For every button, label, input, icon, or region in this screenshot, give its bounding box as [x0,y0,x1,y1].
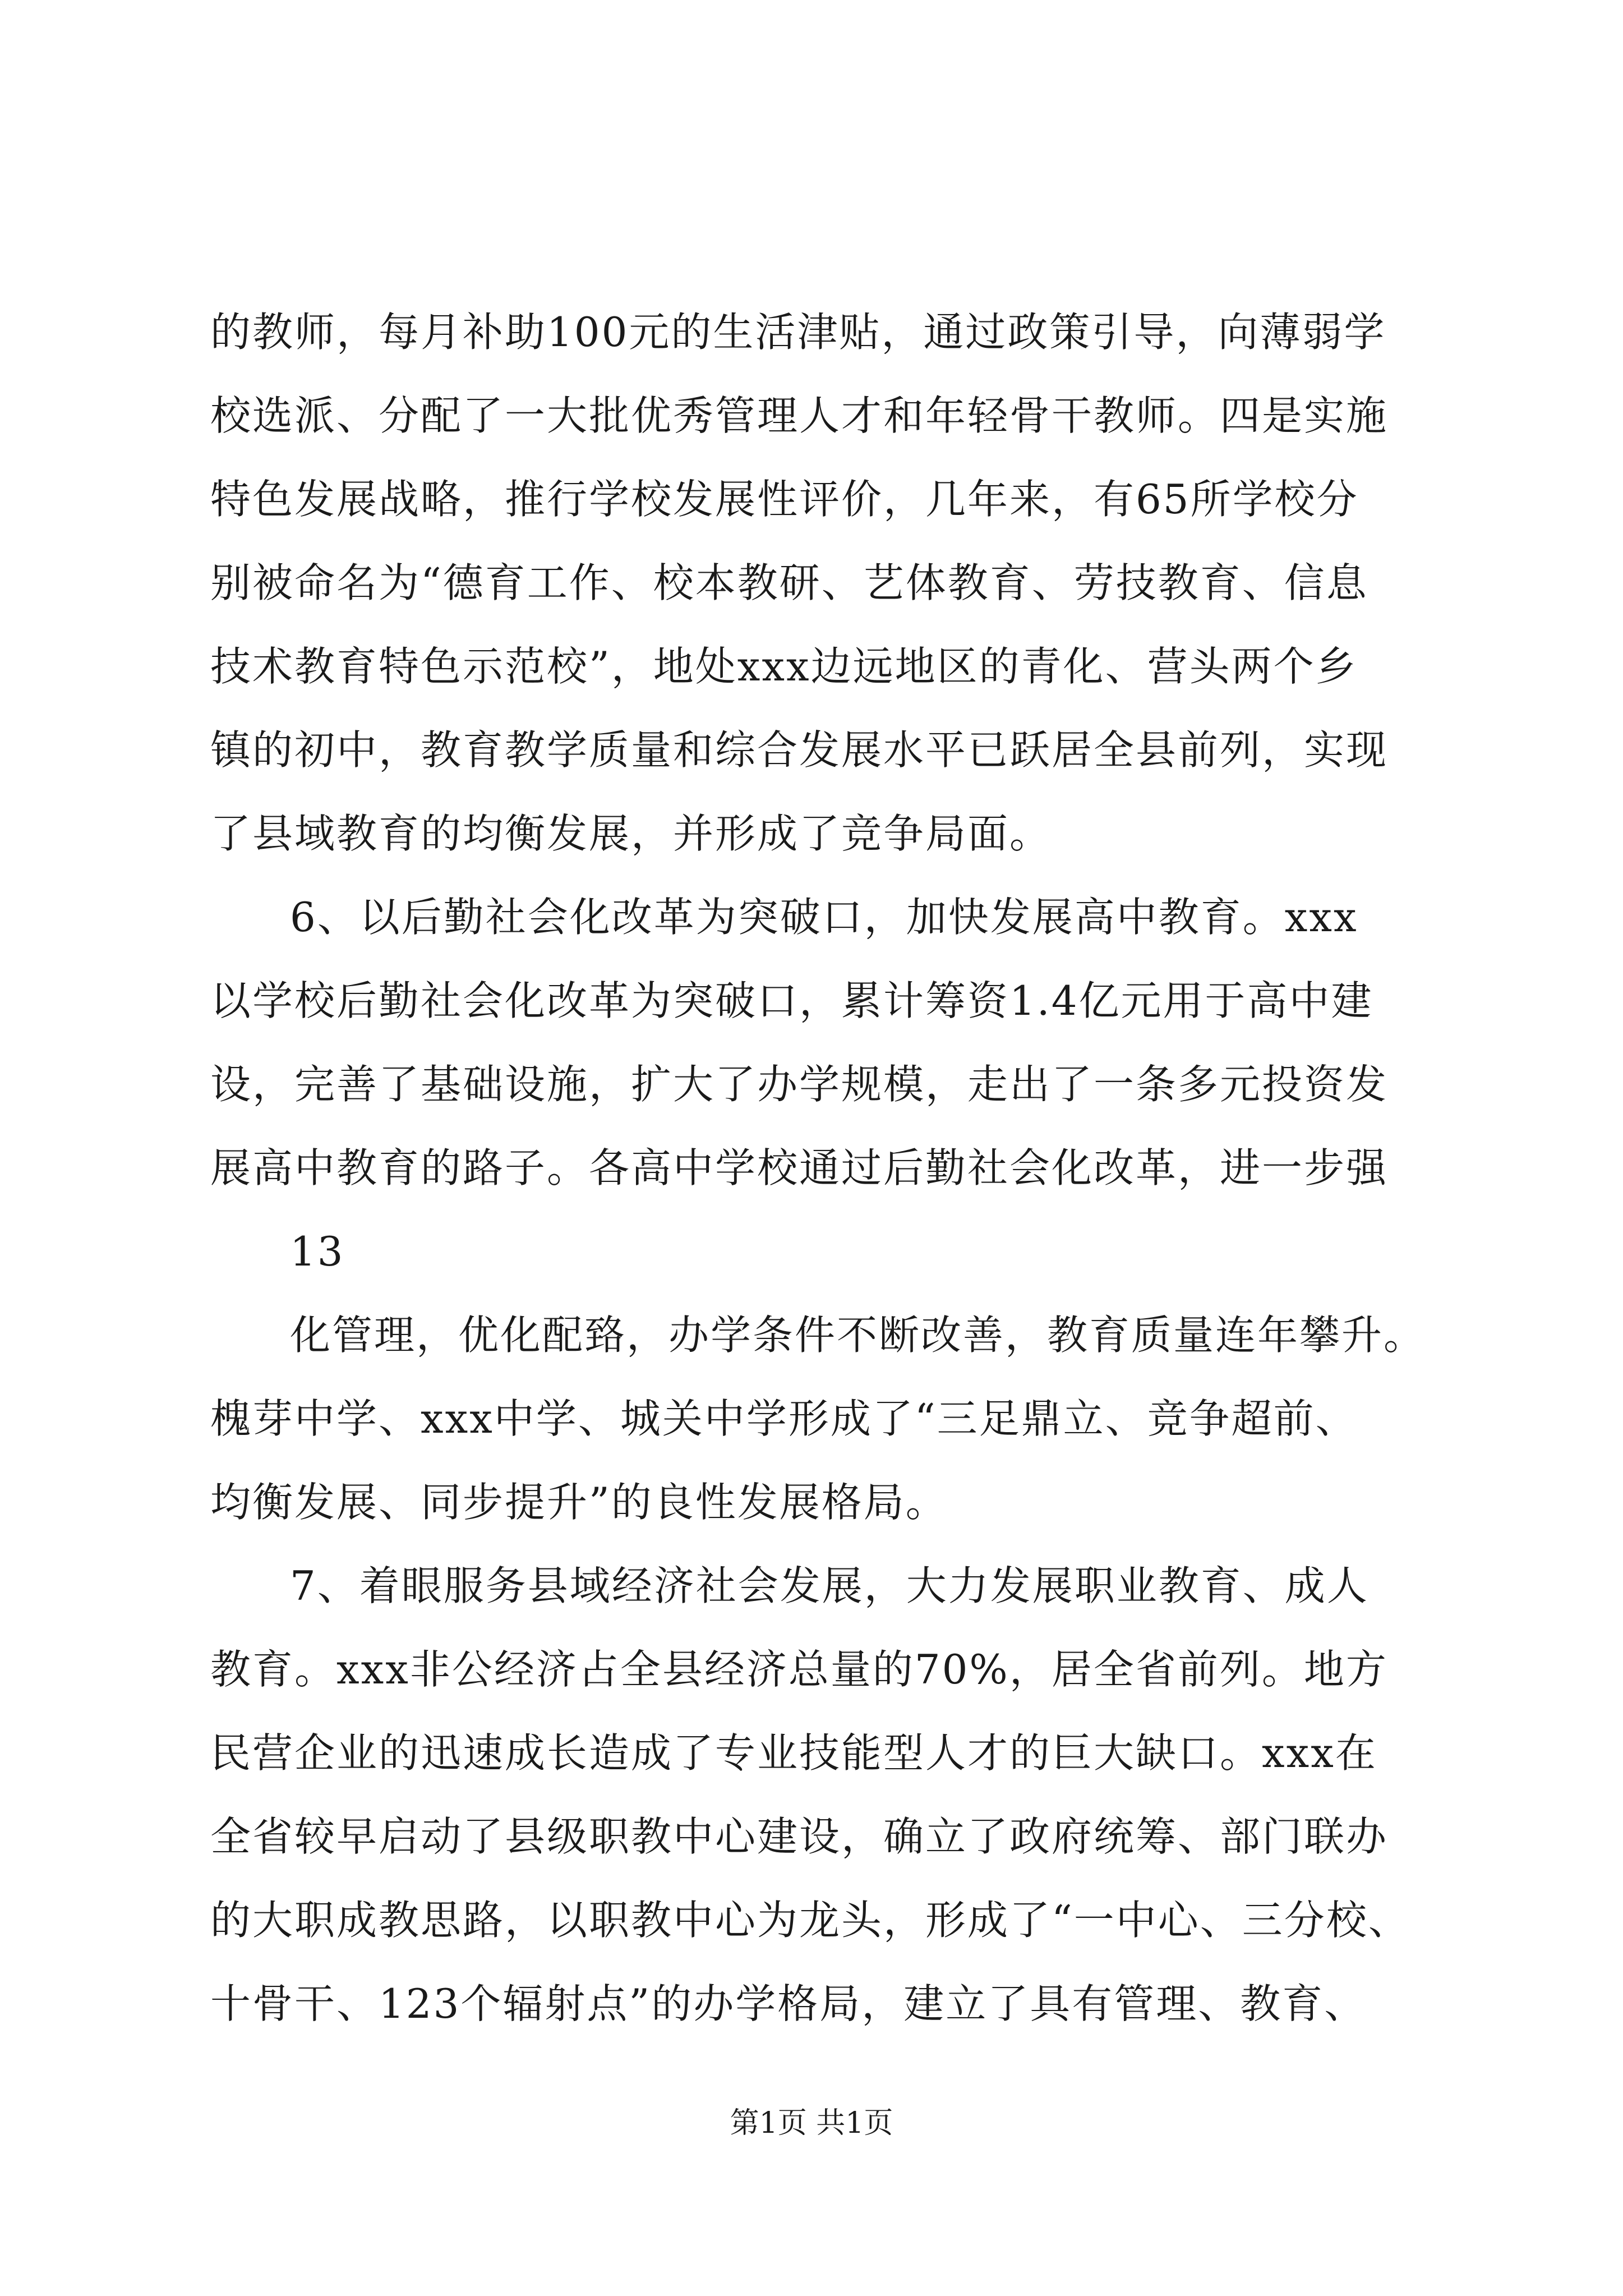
inline-page-number: 13 [290,1228,345,1275]
text-line-21: 十骨干、123个辐射点”的办学格局，建立了具有管理、教育、 [210,1980,1367,2027]
text-line-8: 6、以后勤社会化改革为突破口，加快发展高中教育。xxx [290,894,1358,941]
text-line-13: 化管理，优化配臵，办学条件不断改善，教育质量连年攀升。 [290,1312,1426,1359]
text-line-19: 全省较早启动了县级职教中心建设，确立了政府统筹、部门联办 [210,1813,1389,1860]
text-line-16: 7、着眼服务县域经济社会发展，大力发展职业教育、成人 [290,1562,1369,1609]
text-line-11: 展高中教育的路子。各高中学校通过后勤社会化改革，进一步强 [210,1144,1389,1191]
text-line-20: 的大职成教思路，以职教中心为龙头，形成了“一中心、三分校、 [210,1897,1410,1944]
body-text [210,291,1433,2046]
text-line-9: 以学校后勤社会化改革为突破口，累计筹资1.4亿元用于高中建 [210,977,1373,1024]
text-line-4: 别被命名为“德育工作、校本教研、艺体教育、劳技教育、信息 [210,559,1368,606]
text-line-3: 特色发展战略，推行学校发展性评价，几年来，有65所学校分 [210,476,1359,523]
text-line-6: 镇的初中，教育教学质量和综合发展水平已跃居全县前列，实现 [210,726,1389,774]
text-line-7: 了县域教育的均衡发展，并形成了竞争局面。 [210,810,1052,857]
page-indicator: 第1页 共1页 [730,2106,893,2140]
text-line-1: 的教师，每月补助100元的生活津贴，通过政策引导，向薄弱学 [210,309,1386,356]
page-footer [0,2104,1623,2143]
text-line-14: 槐芽中学、xxx中学、城关中学形成了“三足鼎立、竞争超前、 [210,1395,1358,1442]
text-line-5: 技术教育特色示范校”，地处xxx边远地区的青化、营头两个乡 [210,643,1358,690]
text-line-17: 教育。xxx非公经济占全县经济总量的70%，居全省前列。地方 [210,1646,1388,1693]
text-line-10: 设，完善了基础设施，扩大了办学规模，走出了一条多元投资发 [210,1061,1389,1108]
text-line-18: 民营企业的迅速成长造成了专业技能型人才的巨大缺口。xxx在 [210,1729,1377,1777]
text-line-2: 校选派、分配了一大批优秀管理人才和年轻骨干教师。四是实施 [210,392,1389,439]
text-line-15: 均衡发展、同步提升”的良性发展格局。 [210,1479,948,1526]
